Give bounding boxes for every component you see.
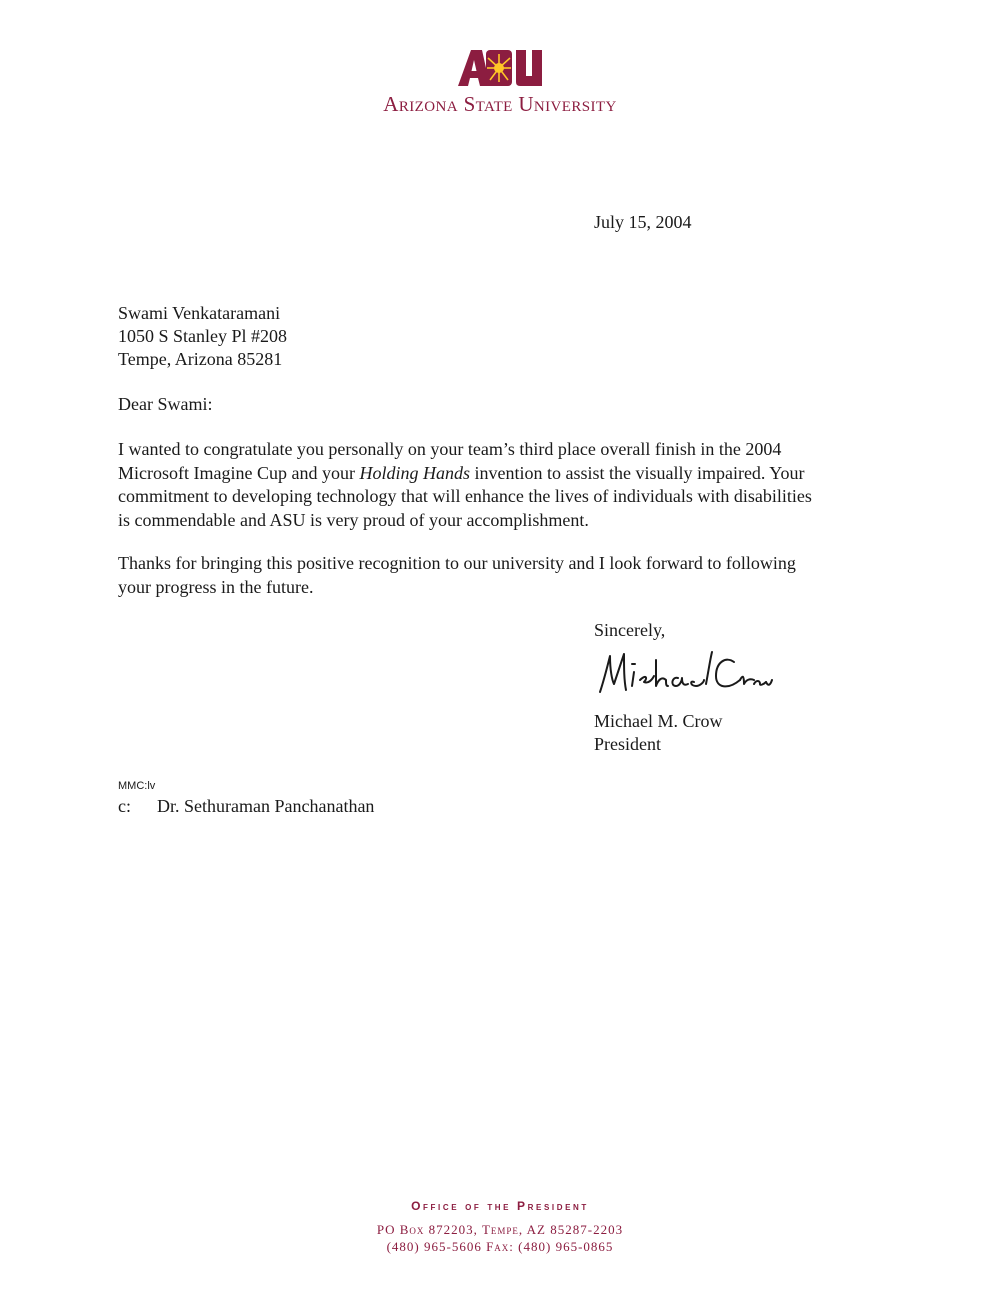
cc-label: c:	[118, 796, 131, 816]
signatory-title: President	[594, 734, 661, 754]
recipient-name: Swami Venkataramani	[118, 303, 281, 323]
recipient-city: Tempe, Arizona 85281	[118, 349, 283, 369]
cc-recipient: Dr. Sethuraman Panchanathan	[157, 796, 375, 816]
body-paragraph-1	[118, 438, 898, 532]
asu-logo	[458, 48, 544, 88]
reference-initials: MMC:lv	[118, 780, 156, 792]
body-paragraph-2	[118, 552, 898, 599]
paragraph-line: commitment to developing technology that will enhance the lives of individuals with disabilities	[118, 486, 812, 506]
footer-office: Office of the President	[411, 1199, 589, 1213]
paragraph-line: your progress in the future.	[118, 576, 314, 597]
letter-date: July 15, 2004	[594, 212, 692, 232]
paragraph-text: Microsoft Imagine Cup and your	[118, 462, 360, 483]
footer-phone: (480) 965-5606 Fax: (480) 965-0865	[386, 1239, 614, 1254]
salutation: Dear Swami:	[118, 394, 213, 414]
signatory-name: Michael M. Crow	[594, 711, 723, 731]
paragraph-line: I wanted to congratulate you personally on your team’s third place overall finish in the 2004	[118, 439, 782, 459]
recipient-street: 1050 S Stanley Pl #208	[118, 326, 288, 346]
closing: Sincerely,	[594, 620, 666, 640]
paragraph-text: invention to assist the visually impaired. Your	[469, 462, 805, 483]
handwritten-signature	[594, 640, 774, 702]
university-name: Arizona State University	[383, 92, 617, 116]
footer-address: PO Box 872203, Tempe, AZ 85287-2203	[376, 1222, 624, 1237]
invention-title: Holding Hands	[359, 462, 470, 483]
paragraph-line: is commendable and ASU is very proud of your accomplishment.	[118, 509, 589, 530]
paragraph-line: Thanks for bringing this positive recognition to our university and I look forward to following	[118, 553, 796, 573]
paragraph-line	[118, 462, 898, 486]
